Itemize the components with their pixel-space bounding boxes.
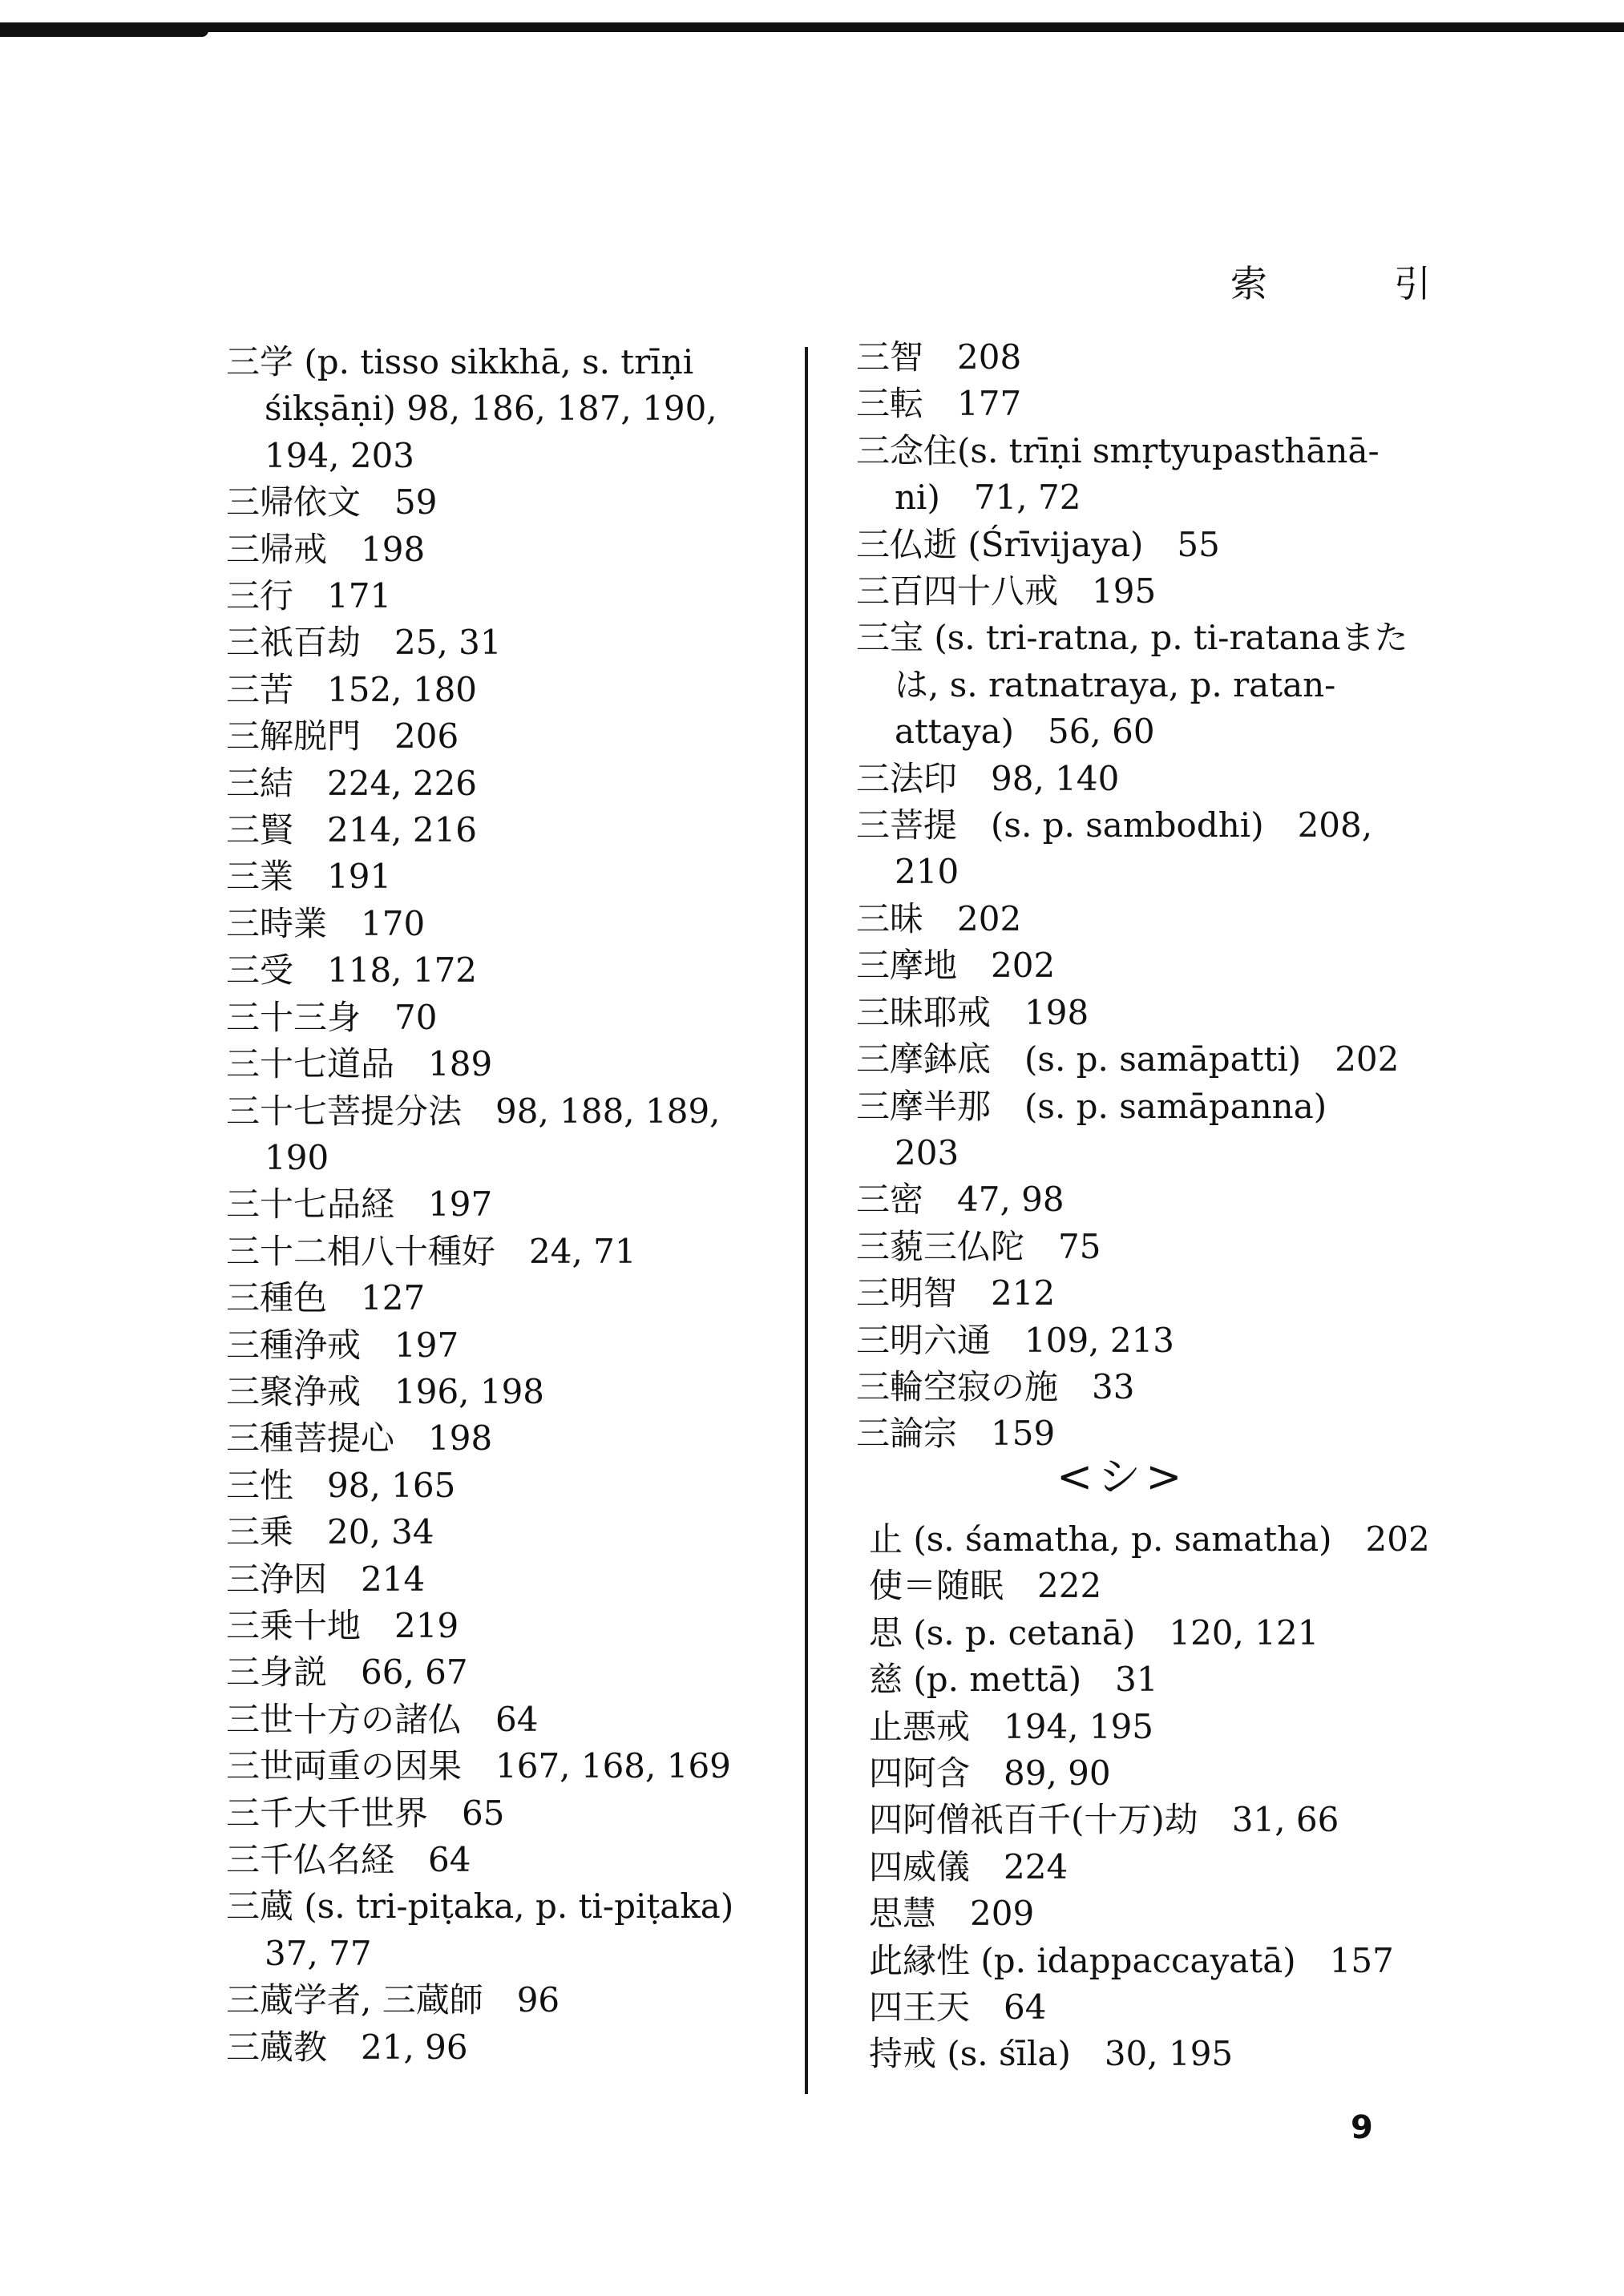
index-entry: 三種浄戒 197 xyxy=(226,1325,459,1365)
index-entry: 止悪戒 194, 195 xyxy=(869,1706,1154,1746)
index-entry: 慈 (p. mettā) 31 xyxy=(869,1660,1158,1700)
index-entry: 三摩地 202 xyxy=(856,946,1056,986)
index-entry: 三百四十八戒 195 xyxy=(856,571,1157,611)
page-number: 9 xyxy=(1351,2109,1373,2146)
index-entry: 三世十方の諸仏 64 xyxy=(226,1699,539,1739)
index-column-right xyxy=(856,334,1417,1458)
index-entry: 三種色 127 xyxy=(226,1278,426,1318)
index-entry: 三行 171 xyxy=(226,576,392,616)
index-entry: 三乗十地 219 xyxy=(226,1605,459,1645)
index-entry: 三藐三仏陀 75 xyxy=(856,1226,1101,1266)
index-entry: 三昧耶戒 198 xyxy=(856,992,1089,1032)
index-entry: 三世両重の因果 167, 168, 169 xyxy=(226,1746,731,1786)
index-entry: 止 (s. śamatha, p. samatha) 202 xyxy=(869,1519,1430,1559)
index-entry: 三業 191 xyxy=(226,857,392,897)
index-entry: 思 (s. p. cetanā) 120, 121 xyxy=(869,1612,1319,1652)
index-entry: 三宝 (s. tri-ratna, p. ti-ratanaまたは, s. ratnatraya, p. ratan-attaya) 56, 60 xyxy=(856,618,1408,752)
index-entry: 三賢 214, 216 xyxy=(226,810,478,850)
index-entry: 四王天 64 xyxy=(869,1987,1047,2028)
index-entry: 三論宗 159 xyxy=(856,1414,1056,1454)
column-divider xyxy=(805,347,808,2094)
index-entry: 三蔵教 21, 96 xyxy=(226,2027,468,2067)
index-entry: 使＝随眠 222 xyxy=(869,1566,1102,1606)
index-entry: 三千大千世界 65 xyxy=(226,1793,505,1833)
index-entry: 三苦 152, 180 xyxy=(226,669,478,709)
index-entry: 三身説 66, 67 xyxy=(226,1652,468,1693)
index-entry: 三蔵学者, 三蔵師 96 xyxy=(226,1980,560,2020)
index-entry: 三法印 98, 140 xyxy=(856,758,1120,798)
index-entry: 三輪空寂の施 33 xyxy=(856,1366,1135,1406)
index-entry: 三明六通 109, 213 xyxy=(856,1320,1175,1360)
index-entry: 三智 208 xyxy=(856,337,1022,377)
index-entry: 三性 98, 165 xyxy=(226,1465,456,1505)
index-entry: 四威儀 224 xyxy=(869,1846,1069,1886)
index-entry: 三摩半那 (s. p. samāpanna) 203 xyxy=(856,1086,1361,1172)
index-entry: 三種菩提心 198 xyxy=(226,1418,493,1459)
top-border-rule-tip xyxy=(0,30,208,37)
index-entry: 三結 224, 226 xyxy=(226,763,478,803)
index-entry: 三浄因 214 xyxy=(226,1559,426,1599)
index-entry: 三摩鉢底 (s. p. samāpatti) 202 xyxy=(856,1039,1400,1079)
index-column-left xyxy=(226,339,787,2071)
index-entry: 三仏逝 (Śrīvijaya) 55 xyxy=(856,524,1220,564)
running-head: 索 引 xyxy=(1230,262,1476,305)
index-entry: 三蔵 (s. tri-piṭaka, p. ti-piṭaka) 37, 77 xyxy=(226,1886,734,1973)
index-entry: 三帰戒 198 xyxy=(226,529,426,569)
index-column-right-lower xyxy=(869,1516,1430,2078)
index-entry: 三転 177 xyxy=(856,384,1022,424)
index-entry: 三十七品経 197 xyxy=(226,1184,493,1225)
index-entry: 三念住(s. trīṇi smṛtyupasthānā-ni) 71, 72 xyxy=(856,430,1380,518)
index-entry: 此縁性 (p. idappaccayatā) 157 xyxy=(869,1940,1394,1980)
index-entry: 三十七菩提分法 98, 188, 189, 190 xyxy=(226,1091,721,1177)
top-border-rule xyxy=(0,22,1624,32)
index-entry: 三昧 202 xyxy=(856,898,1022,938)
index-entry: 三解脱門 206 xyxy=(226,716,459,757)
index-entry: 三学 (p. tisso sikkhā, s. trīṇi śikṣāṇi) 98, 186, 187, 190, 194, 203 xyxy=(226,342,717,475)
index-entry: 三帰依文 59 xyxy=(226,482,438,523)
index-entry: 思慧 209 xyxy=(869,1894,1035,1934)
index-entry: 三密 47, 98 xyxy=(856,1180,1064,1220)
index-entry: 三千仏名経 64 xyxy=(226,1840,471,1879)
index-entry: 三乗 20, 34 xyxy=(226,1512,434,1552)
index-entry: 三聚浄戒 196, 198 xyxy=(226,1371,545,1411)
index-entry: 三十三身 70 xyxy=(226,997,438,1037)
index-entry: 四阿含 89, 90 xyxy=(869,1753,1111,1794)
index-entry: 三菩提 (s. p. sambodhi) 208, 210 xyxy=(856,805,1373,892)
index-entry: 三時業 170 xyxy=(226,903,426,943)
section-heading-shi: <シ> xyxy=(1056,1451,1187,1502)
index-entry: 三十二相八十種好 24, 71 xyxy=(226,1231,636,1271)
index-entry: 持戒 (s. śīla) 30, 195 xyxy=(869,2034,1234,2074)
index-entry: 三祇百劫 25, 31 xyxy=(226,623,502,663)
index-entry: 三受 118, 172 xyxy=(226,950,478,991)
index-entry: 四阿僧祇百千(十万)劫 31, 66 xyxy=(869,1800,1339,1840)
index-entry: 三明智 212 xyxy=(856,1273,1056,1313)
index-entry: 三十七道品 189 xyxy=(226,1044,493,1084)
